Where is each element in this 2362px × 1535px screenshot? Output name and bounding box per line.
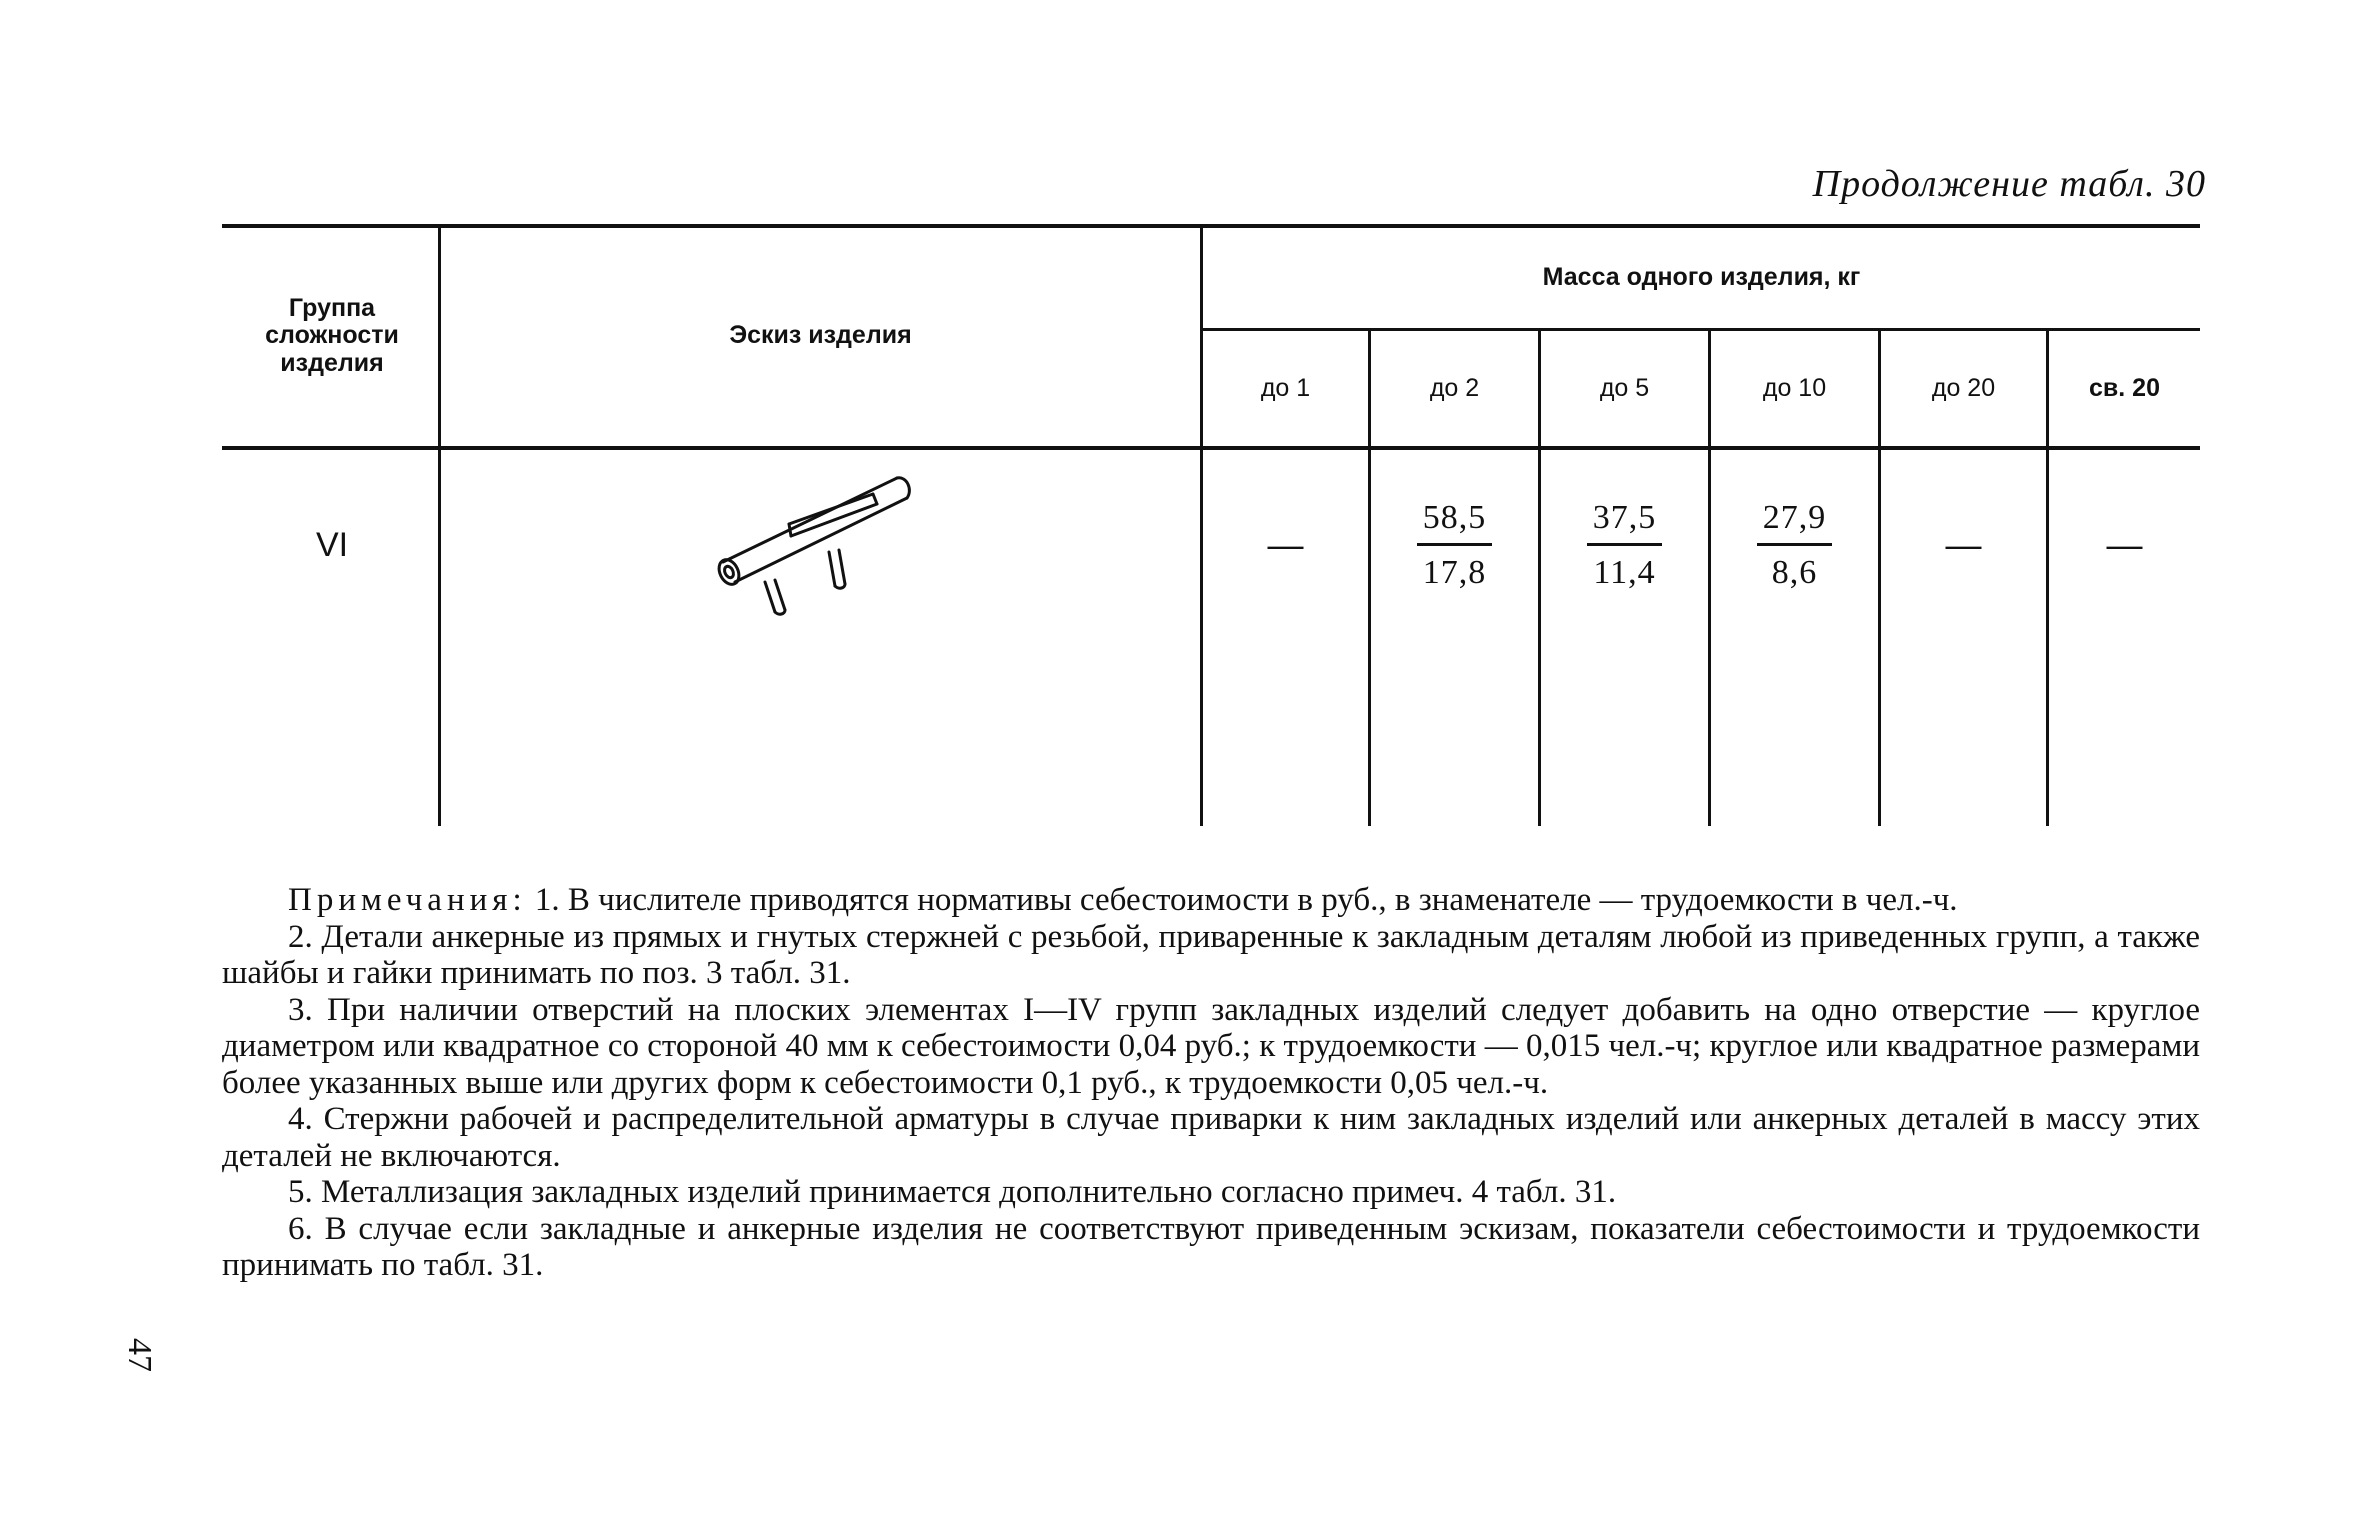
header-mass-col-1: до 1 (1260, 374, 1311, 402)
value-col-5: — (1945, 524, 1982, 565)
fraction-denominator: 17,8 (1422, 553, 1487, 591)
note-4: 4. Стержни рабочей и распределительной арматуры в случае приварки к ним закладных изделий или анкерных деталей в массу этих деталей не включаются. (222, 1101, 2200, 1174)
header-mass-col-6: св. 20 (2089, 374, 2160, 402)
note-text: 1. В числителе приводятся нормативы себестоимости в руб., в знаменателе — трудоемкости в чел.-ч. (534, 882, 1958, 918)
page-number: 47 (121, 1338, 158, 1372)
value-col-2 (1371, 450, 1538, 640)
fraction-numerator: 37,5 (1587, 499, 1663, 546)
fraction-denominator: 11,4 (1593, 553, 1656, 591)
header-mass-col-3: до 5 (1599, 374, 1650, 402)
fraction-numerator: 27,9 (1757, 499, 1833, 546)
value-col-6: — (2106, 524, 2143, 565)
notes-block (222, 882, 2200, 1284)
header-mass: Масса одного изделия, кг (1542, 262, 1861, 291)
note-5: 5. Металлизация закладных изделий принимается дополнительно согласно примеч. 4 табл. 31. (288, 1174, 1617, 1210)
note-3: 3. При наличии отверстий на плоских элементах I—IV групп закладных изделий следует добавить на одно отверстие — круглое диаметром или квадратное со стороной 40 мм к себестоимости 0,04 руб.; к трудоемкости — 0,015 чел.-ч; круглое или квадратное размерами более указанных выше или других форм к себестоимости 0,1 руб., к трудоемкости 0,05 чел.-ч. (222, 991, 2200, 1101)
fraction (1587, 499, 1663, 592)
header-mass-col-5: до 20 (1931, 374, 1996, 402)
table-caption: Продолжение табл. 30 (1812, 163, 2206, 205)
fraction-denominator: 8,6 (1771, 553, 1818, 591)
header-mass-col-4: до 10 (1762, 374, 1827, 402)
header-mass-col-2: до 2 (1429, 374, 1480, 402)
value-col-3 (1541, 450, 1708, 640)
fraction-numerator: 58,5 (1417, 499, 1493, 546)
note-1 (222, 882, 2200, 919)
notes-title: Примечания: (288, 882, 527, 918)
anchor-rod-sketch-svg (701, 470, 941, 620)
fraction (1417, 499, 1493, 592)
anchor-rod-sketch-icon (441, 450, 1200, 640)
note-6: 6. В случае если закладные и анкерные изделия не соответствуют приведенным эскизам, показатели себестоимости и трудоемкости принимать по табл. 31. (222, 1210, 2200, 1283)
note-2: 2. Детали анкерные из прямых и гнутых стержней с резьбой, приваренные к закладным деталям любой из приведенных групп, а также шайбы и гайки принимать по поз. 3 табл. 31. (222, 918, 2200, 991)
header-group: Группа сложности изделия (265, 293, 399, 377)
value-col-4 (1711, 450, 1878, 640)
header-sketch: Эскиз изделия (729, 321, 912, 350)
cost-table (222, 224, 2200, 830)
value-col-1: — (1267, 524, 1304, 565)
row-group-value: VI (315, 525, 349, 564)
fraction (1757, 499, 1833, 592)
